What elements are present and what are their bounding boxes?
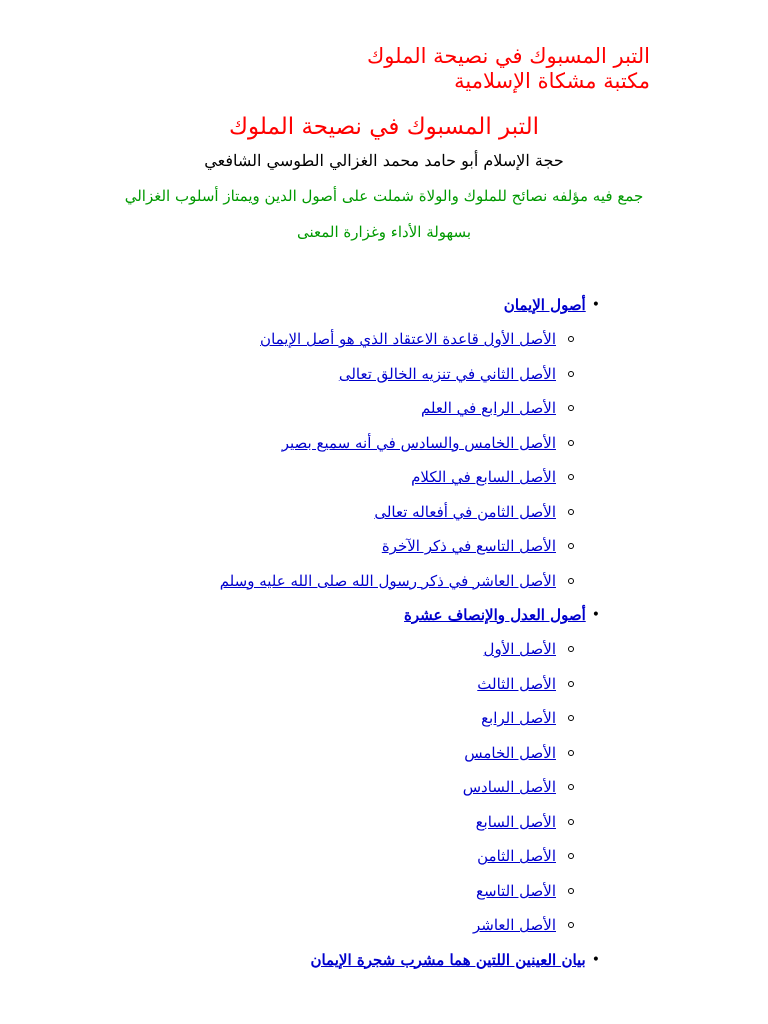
bullet-icon: • [591,297,600,313]
toc-item-link[interactable]: الأصل السادس [462,778,556,797]
toc-section-link[interactable]: بيان العينين اللتين هما مشرب شجرة الإيمان [310,950,586,969]
toc-item-link[interactable]: الأصل العاشر في ذكر رسول الله صلى الله عليه وسلم [219,571,556,590]
circle-bullet-icon [568,888,574,894]
toc-item-link[interactable]: الأصل التاسع [476,881,556,900]
description-line-2: بسهولة الأداء وغزارة المعنى [296,223,472,241]
circle-bullet-icon [568,336,574,342]
bullet-icon: • [591,607,600,623]
toc-section [220,943,600,977]
toc-item [220,736,600,771]
toc-item [220,632,600,667]
circle-bullet-icon [568,509,574,515]
toc-section [220,598,600,632]
bullet-icon: • [591,951,600,968]
circle-bullet-icon [568,681,574,687]
toc-item-link[interactable]: الأصل الخامس [464,743,556,762]
toc-item [220,908,600,943]
toc-item-link[interactable]: الأصل السابع [475,812,556,831]
toc-item-link[interactable]: الأصل العاشر [473,916,556,935]
toc-item-link[interactable]: الأصل الخامس والسادس في أنه سميع بصير [281,433,556,452]
circle-bullet-icon [568,784,574,790]
document-header [367,44,650,94]
table-of-contents [220,288,600,977]
circle-bullet-icon [568,578,574,584]
circle-bullet-icon [568,715,574,721]
toc-item [220,426,600,461]
circle-bullet-icon [568,405,574,411]
page-title: التبر المسبوك في نصيحة الملوك [229,114,539,140]
toc-section-link[interactable]: أصول العدل والإنصاف عشرة [404,606,586,624]
toc-item-link[interactable]: الأصل الثاني في تنزيه الخالق تعالى [338,364,556,383]
toc-item-link[interactable]: الأصل الثامن في أفعاله تعالى [374,502,556,521]
toc-section [220,288,600,322]
toc-item [220,322,600,357]
circle-bullet-icon [568,543,574,549]
toc-section-link[interactable]: أصول الإيمان [503,296,586,314]
toc-item [220,495,600,530]
circle-bullet-icon [568,819,574,825]
toc-item [220,529,600,564]
circle-bullet-icon [568,371,574,377]
toc-item [220,805,600,840]
toc-item-link[interactable]: الأصل الأول قاعدة الاعتقاد الذي هو أصل الإيمان [260,330,556,349]
toc-item-list [220,632,600,943]
header-library-name: مكتبة مشكاة الإسلامية [454,69,650,93]
toc-item-link[interactable]: الأصل الرابع [481,709,556,728]
toc-item [220,839,600,874]
toc-item-link[interactable]: الأصل السابع في الكلام [411,468,556,487]
toc-item-list [220,322,600,598]
toc-item [220,667,600,702]
toc-item [220,391,600,426]
toc-item [220,357,600,392]
title-block [0,112,768,244]
toc-item [220,460,600,495]
author-line: حجة الإسلام أبو حامد محمد الغزالي الطوسي الشافعي [204,151,564,170]
toc-item-link[interactable]: الأصل الأول [483,640,556,659]
toc-item-link[interactable]: الأصل التاسع في ذكر الآخرة [381,537,556,556]
toc-item-link[interactable]: الأصل الرابع في العلم [420,399,556,418]
circle-bullet-icon [568,853,574,859]
header-book-title: التبر المسبوك في نصيحة الملوك [366,44,650,68]
toc-item [220,701,600,736]
toc-item-link[interactable]: الأصل الثالث [477,674,556,693]
toc-item [220,770,600,805]
toc-item [220,874,600,909]
toc-item-link[interactable]: الأصل الثامن [477,847,556,866]
circle-bullet-icon [568,440,574,446]
circle-bullet-icon [568,922,574,928]
description-line-1: جمع فيه مؤلفه نصائح للملوك والولاة شملت على أصول الدين ويمتاز أسلوب الغزالي [124,187,644,205]
circle-bullet-icon [568,474,574,480]
circle-bullet-icon [568,646,574,652]
toc-item [220,564,600,599]
circle-bullet-icon [568,750,574,756]
